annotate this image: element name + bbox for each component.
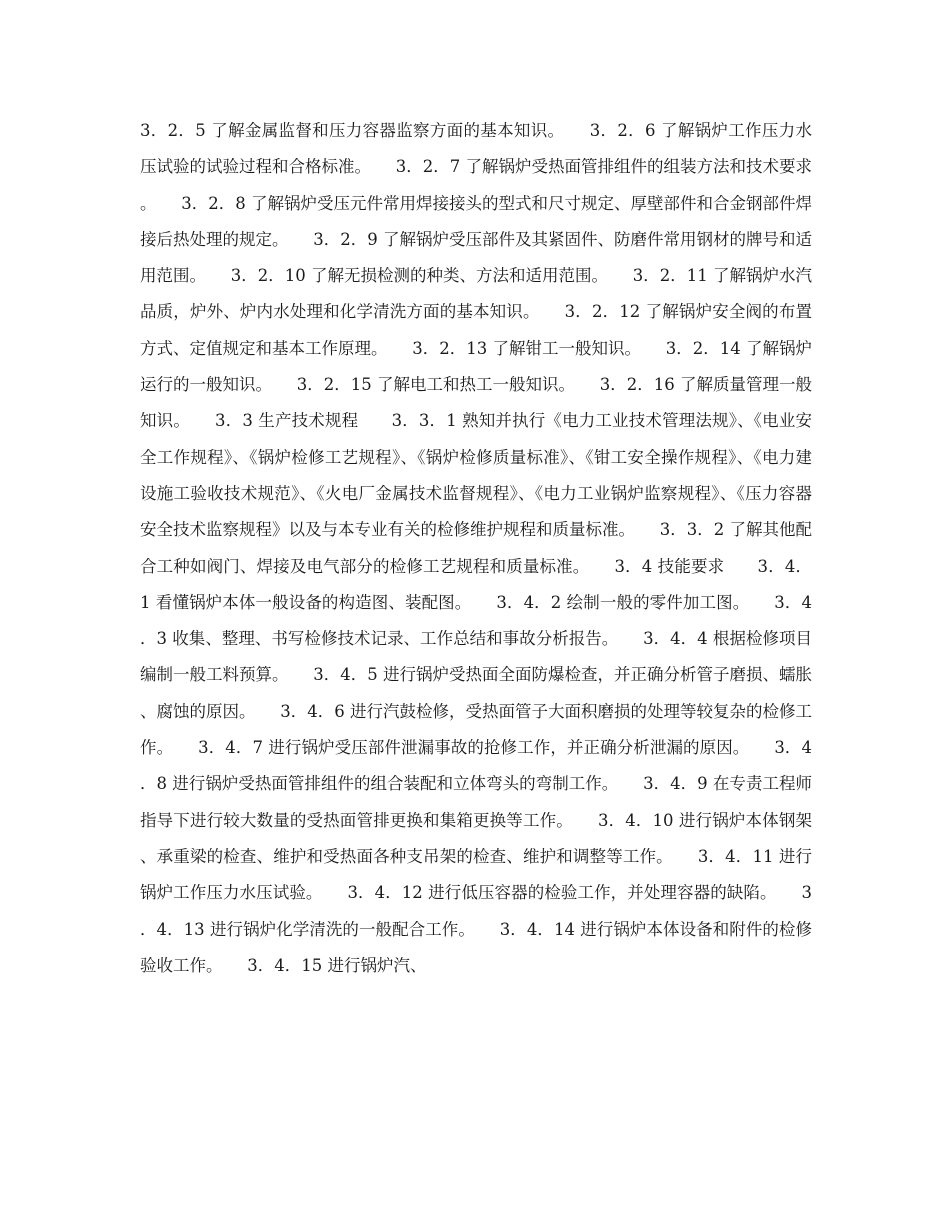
- body-paragraph: 3．2．5 了解金属监督和压力容器监察方面的基本知识。 3．2．6 了解锅炉工作压力水压试验的试验过程和合格标准。 3．2．7 了解锅炉受热面管排组件的组装方法和技术要求。 3．2．8 了解锅炉受压元件常用焊接接头的型式和尺寸规定、厚壁部件和合金钢部件焊接后热处理的规定。 3．2．9 了解锅炉受压部件及其紧固件、防磨件常用钢材的牌号和适用范围。 3．2．10 了解无损检测的种类、方法和适用范围。 3．2．11 了解锅炉水汽品质，炉外、炉内水处理和化学清洗方面的基本知识。 3．2．12 了解锅炉安全阀的布置方式、定值规定和基本工作原理。 3．2．13 了解钳工一般知识。 3．2．14 了解锅炉运行的一般知识。 3．2．15 了解电工和热工一般知识。 3．2．16 了解质量管理一般知识。 3．3 生产技术规程 3．3．1 熟知并执行《电力工业技术管理法规》、《电业安全工作规程》、《锅炉检修工艺规程》、《锅炉检修质量标准》、《钳工安全操作规程》、《电力建设施工验收技术规范》、《火电厂金属技术监督规程》、《电力工业锅炉监察规程》、《压力容器安全技术监察规程》以及与本专业有关的检修维护规程和质量标准。 3．3．2 了解其他配合工种如阀门、焊接及电气部分的检修工艺规程和质量标准。 3．4 技能要求 3．4．1 看懂锅炉本体一般设备的构造图、装配图。 3．4．2 绘制一般的零件加工图。 3．4．3 收集、整理、书写检修技术记录、工作总结和事故分析报告。 3．4．4 根据检修项目编制一般工料预算。 3．4．5 进行锅炉受热面全面防爆检查，并正确分析管子磨损、蠕胀、腐蚀的原因。 3．4．6 进行汽鼓检修，受热面管子大面积磨损的处理等较复杂的检修工作。 3．4．7 进行锅炉受压部件泄漏事故的抢修工作，并正确分析泄漏的原因。 3．4．8 进行锅炉受热面管排组件的组合装配和立体弯头的弯制工作。 3．4．9 在专责工程师指导下进行较大数量的受热面管排更换和集箱更换等工作。 3．4．10 进行锅炉本体钢架、承重梁的检查、维护和受热面各种支吊架的检查、维护和调整等工作。 3．4．11 进行锅炉工作压力水压试验。 3．4．12 进行低压容器的检验工作，并处理容器的缺陷。 3．4．13 进行锅炉化学清洗的一般配合工作。 3．4．14 进行锅炉本体设备和附件的检修验收工作。 3．4．15 进行锅炉汽、: [140, 121, 812, 975]
